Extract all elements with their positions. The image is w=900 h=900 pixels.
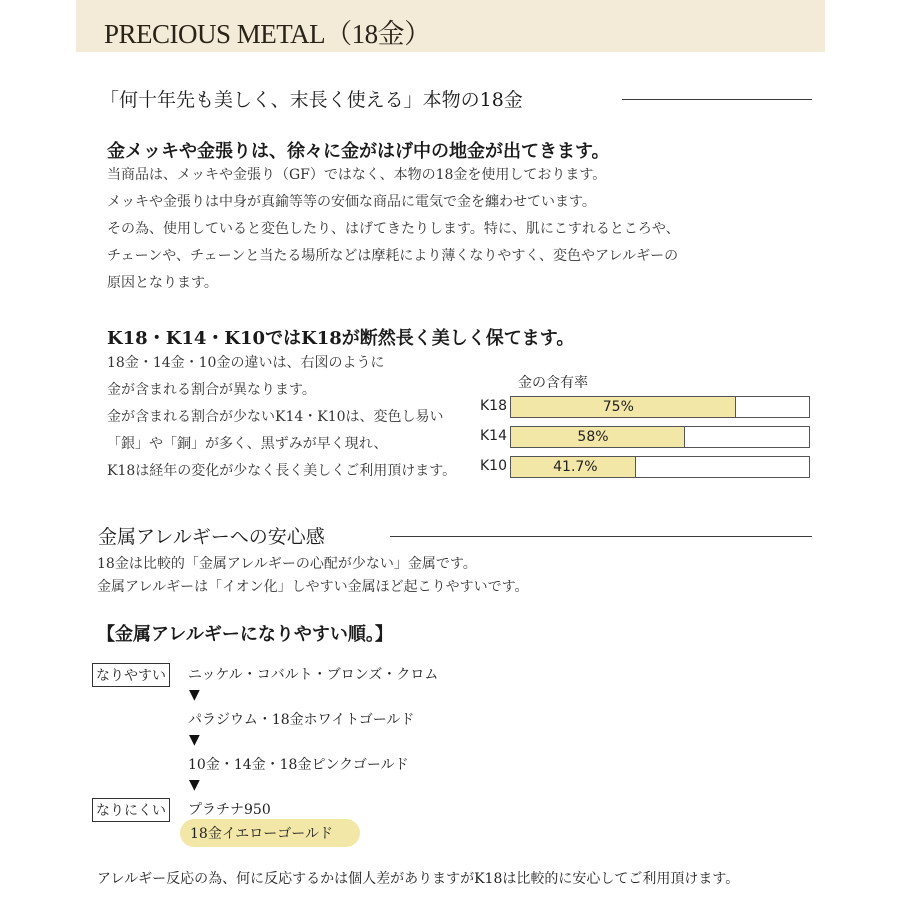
allergy-order-title: 【金属アレルギーになりやすい順。】: [97, 624, 393, 645]
header-banner: [76, 0, 825, 52]
section1-line: チェーンや、チェーンと当たる場所などは摩耗により薄くなりやすく、変色やアレルギーの: [107, 248, 679, 264]
tag-low-risk: なりにくい: [92, 798, 170, 822]
section2-line: K18は経年の変化が少なく長く美しくご利用頂けます。: [107, 463, 457, 479]
bar-value-label: 41.7%: [553, 459, 598, 475]
section3-title-rule: [390, 536, 812, 537]
section1-line: 原因となります。: [107, 275, 218, 291]
section2-subhead: K18・K14・K10ではK18が断然長く美しく保てます。: [107, 328, 575, 349]
section3-line: 18金は比較的「金属アレルギーの心配が少ない」金属です。: [97, 556, 477, 572]
down-arrow-icon: ▼: [189, 687, 200, 703]
section3-line: 金属アレルギーは「イオン化」しやすい金属ほど起こりやすいです。: [97, 579, 529, 595]
tag-high-risk: なりやすい: [92, 663, 170, 687]
metal-item: ニッケル・コバルト・ブロンズ・クロム: [188, 667, 439, 683]
down-arrow-icon: ▼: [189, 732, 200, 748]
section1-line: 当商品は、メッキや金張り（GF）ではなく、本物の18金を使用しております。: [107, 167, 607, 183]
page-title: PRECIOUS METAL（18金）: [104, 19, 431, 49]
bar-category-label: K14: [480, 428, 507, 444]
gold-content-chart: [480, 372, 820, 482]
bar-value-label: 58%: [577, 429, 609, 445]
bar-category-label: K18: [480, 398, 507, 414]
bar-track: [510, 426, 810, 448]
section1-title-rule: [622, 99, 812, 100]
bar-track: [510, 396, 810, 418]
section1-subhead: 金メッキや金張りは、徐々に金がはげ中の地金が出てきます。: [107, 141, 610, 162]
bar-track: [510, 456, 810, 478]
bar-value-label: 75%: [602, 399, 634, 415]
section2-line: 「銀」や「銅」が多く、黒ずみが早く現れ、: [107, 436, 388, 452]
section1-line: メッキや金張りは中身が真鍮等等の安価な商品に電気で金を纏わせています。: [107, 194, 596, 210]
chart-title: 金の含有率: [518, 375, 588, 391]
section2-line: 金が含まれる割合が少ないK14・K10は、変色し易い: [107, 409, 444, 425]
section1-title: 「何十年先も美しく、末長く使える」本物の18金: [100, 89, 523, 111]
down-arrow-icon: ▼: [189, 777, 200, 793]
section2-line: 金が含まれる割合が異なります。: [107, 382, 316, 398]
metal-item: プラチナ950: [188, 802, 271, 818]
metal-item: パラジウム・18金ホワイトゴールド: [188, 712, 415, 728]
bar-category-label: K10: [480, 458, 507, 474]
metal-item-highlighted: 18金イエローゴールド: [190, 826, 333, 842]
metal-item: 10金・14金・18金ピンクゴールド: [188, 757, 409, 773]
section3-title: 金属アレルギーへの安心感: [98, 526, 325, 548]
section1-line: その為、使用していると変色したり、はげてきたりします。特に、肌にこすれるところや、: [107, 221, 680, 237]
section2-line: 18金・14金・10金の違いは、右図のように: [107, 355, 385, 371]
footer-note: アレルギー反応の為、何に反応するかは個人差がありますがK18は比較的に安心してご利用頂けます。: [97, 871, 740, 887]
